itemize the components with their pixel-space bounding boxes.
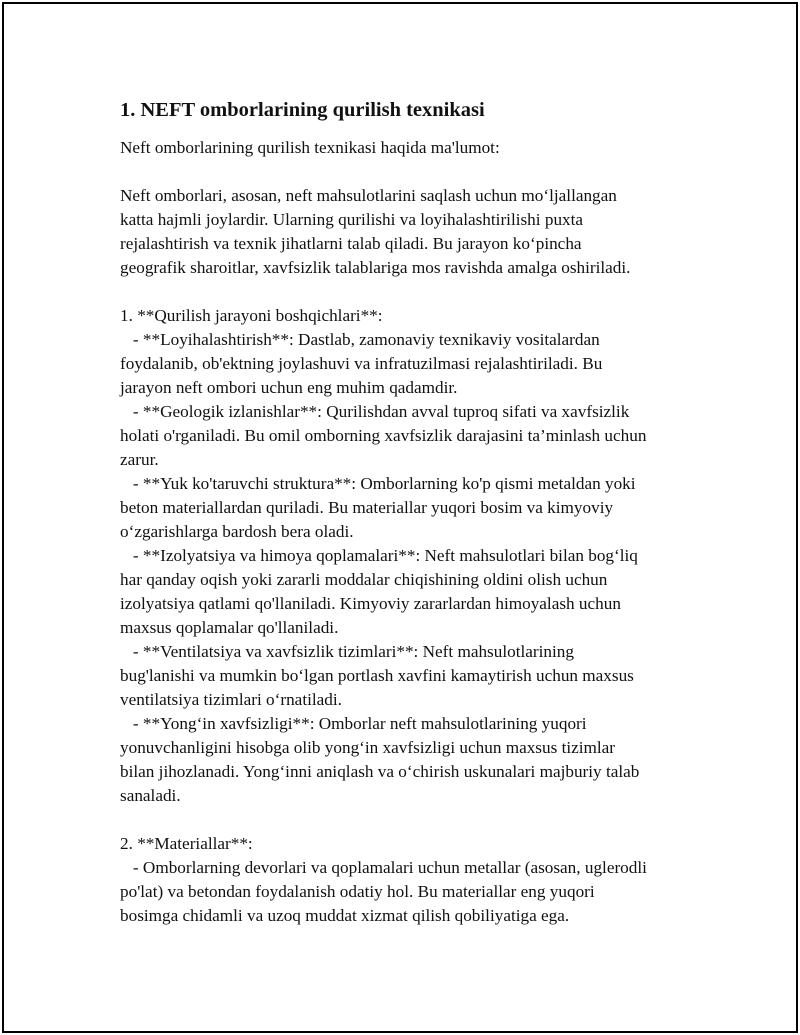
section-materials [120, 832, 700, 928]
text-line: - **Yong‘in xavfsizligi**: Omborlar neft mahsulotlarining yuqori [120, 714, 587, 733]
text-line: geografik sharoitlar, xavfsizlik talablariga mos ravishda amalga oshiriladi. [120, 258, 631, 277]
text-line: - **Yuk ko'taruvchi struktura**: Omborlarning ko'p qismi metaldan yoki [120, 474, 636, 493]
text-line: izolyatsiya qatlami qo'llaniladi. Kimyoviy zararlardan himoyalash uchun [120, 594, 621, 613]
text-line: maxsus qoplamalar qo'llaniladi. [120, 618, 339, 637]
text-line: rejalashtirish va texnik jihatlarni talab qiladi. Bu jarayon ko‘pincha [120, 234, 582, 253]
document-body [120, 94, 700, 928]
text-line: yonuvchanligini hisobga olib yong‘in xavfsizligi uchun maxsus tizimlar [120, 738, 616, 757]
text-line: sanaladi. [120, 786, 181, 805]
text-line: bug'lanishi va mumkin bo‘lgan portlash xavfini kamaytirish uchun maxsus [120, 666, 634, 685]
document-title: 1. NEFT omborlarining qurilish texnikasi [120, 99, 485, 121]
text-line: o‘zgarishlarga bardosh bera oladi. [120, 522, 354, 541]
text-line: holati o'rganiladi. Bu omil omborning xavfsizlik darajasini ta’minlash uchun [120, 426, 647, 445]
text-line: - **Loyihalashtirish**: Dastlab, zamonaviy texnikaviy vositalardan [120, 330, 600, 349]
text-line: - **Ventilatsiya va xavfsizlik tizimlari**: Neft mahsulotlarining [120, 642, 574, 661]
text-line: har qanday oqish yoki zararli moddalar chiqishining oldini olish uchun [120, 570, 608, 589]
text-line: 1. **Qurilish jarayoni boshqichlari**: [120, 306, 383, 325]
text-line: jarayon neft ombori uchun eng muhim qadamdir. [120, 378, 458, 397]
text-line: 2. **Materiallar**: [120, 834, 253, 853]
text-line: po'lat) va betondan foydalanish odatiy hol. Bu materiallar eng yuqori [120, 882, 595, 901]
text-line: - Omborlarning devorlari va qoplamalari uchun metallar (asosan, uglerodli [120, 858, 647, 877]
section-construction-stages [120, 304, 700, 808]
page-frame [2, 2, 798, 1033]
text-line: ventilatsiya tizimlari o‘rnatiladi. [120, 690, 342, 709]
paragraph-overview [120, 184, 700, 280]
text-line: Neft omborlari, asosan, neft mahsulotlarini saqlash uchun mo‘ljallangan [120, 186, 617, 205]
text-line: - **Izolyatsiya va himoya qoplamalari**: Neft mahsulotlari bilan bog‘liq [120, 546, 638, 565]
intro-line: Neft omborlarining qurilish texnikasi haqida ma'lumot: [120, 138, 500, 157]
text-line: katta hajmli joylardir. Ularning qurilishi va loyihalashtirilishi puxta [120, 210, 584, 229]
text-line: bilan jihozlanadi. Yong‘inni aniqlash va o‘chirish uskunalari majburiy talab [120, 762, 640, 781]
text-line: beton materiallardan quriladi. Bu materiallar yuqori bosim va kimyoviy [120, 498, 614, 517]
text-line: zarur. [120, 450, 159, 469]
text-line: foydalanib, ob'ektning joylashuvi va infratuzilmasi rejalashtiriladi. Bu [120, 354, 603, 373]
text-line: bosimga chidamli va uzoq muddat xizmat qilish qobiliyatiga ega. [120, 906, 570, 925]
text-line: - **Geologik izlanishlar**: Qurilishdan avval tuproq sifati va xavfsizlik [120, 402, 630, 421]
